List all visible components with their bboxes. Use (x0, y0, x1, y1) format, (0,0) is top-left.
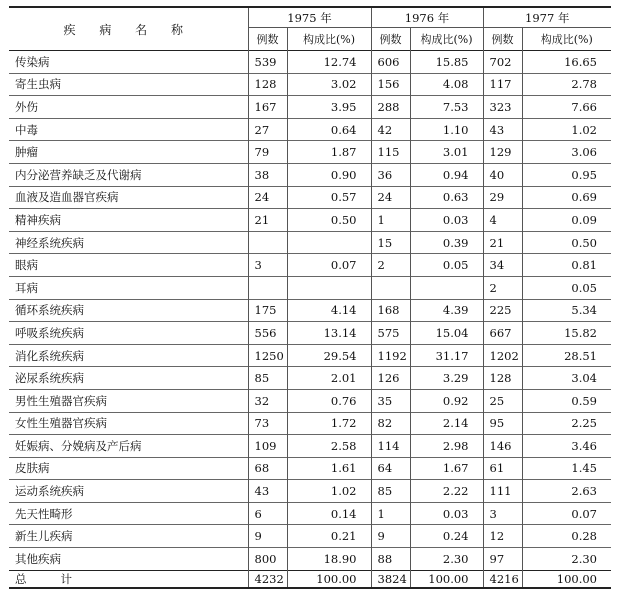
table-row (9, 457, 611, 480)
ratio-cell-1977: 0.59 (522, 389, 611, 412)
ratio-cell-1975: 0.90 (287, 163, 371, 186)
disease-statistics-table (9, 6, 611, 589)
ratio-cell-1975: 0.21 (287, 525, 371, 548)
count-cell-1976: 126 (371, 367, 410, 390)
ratio-cell-1977: 16.65 (522, 51, 611, 74)
ratio-cell-1977: 2.25 (522, 412, 611, 435)
ratio-cell-1976: 7.53 (410, 96, 483, 119)
ratio-cell-1975: 0.07 (287, 254, 371, 277)
disease-name-cell: 循环系统疾病 (9, 299, 248, 322)
table-header (9, 7, 611, 51)
count-cell-1975: 800 (248, 548, 287, 571)
count-cell-1976: 64 (371, 457, 410, 480)
disease-name-cell: 传染病 (9, 51, 248, 74)
ratio-cell-1976: 0.39 (410, 231, 483, 254)
count-header: 例数 (483, 28, 522, 51)
ratio-cell-1975: 29.54 (287, 344, 371, 367)
count-cell-1976: 42 (371, 118, 410, 141)
count-cell-1977: 43 (483, 118, 522, 141)
ratio-cell-1975: 0.50 (287, 209, 371, 232)
count-cell-1976: 2 (371, 254, 410, 277)
disease-name-cell: 外伤 (9, 96, 248, 119)
table-row (9, 118, 611, 141)
count-cell-1975: 109 (248, 435, 287, 458)
ratio-cell-1976: 3.01 (410, 141, 483, 164)
ratio-cell-1976: 0.94 (410, 163, 483, 186)
count-cell-1977: 323 (483, 96, 522, 119)
total-label: 总 计 (9, 570, 248, 588)
count-cell-1976: 1 (371, 502, 410, 525)
ratio-cell-1975: 0.14 (287, 502, 371, 525)
disease-name-cell: 男性生殖器官疾病 (9, 389, 248, 412)
ratio-cell-1975: 4.14 (287, 299, 371, 322)
count-cell-1977: 117 (483, 73, 522, 96)
ratio-cell-1977: 2.63 (522, 480, 611, 503)
ratio-cell-1975: 13.14 (287, 322, 371, 345)
table-row (9, 344, 611, 367)
ratio-cell-1976: 1.10 (410, 118, 483, 141)
disease-name-cell: 神经系统疾病 (9, 231, 248, 254)
count-cell-1977: 95 (483, 412, 522, 435)
table-row (9, 412, 611, 435)
count-cell-1975: 3 (248, 254, 287, 277)
ratio-cell-1977: 0.09 (522, 209, 611, 232)
ratio-cell-1976: 1.67 (410, 457, 483, 480)
count-cell-1977: 225 (483, 299, 522, 322)
total-count-1975: 4232 (248, 570, 287, 588)
total-row (9, 570, 611, 588)
year-1976-header: 1976 年 (371, 7, 483, 28)
disease-name-cell: 运动系统疾病 (9, 480, 248, 503)
table-row (9, 73, 611, 96)
disease-name-cell: 寄生虫病 (9, 73, 248, 96)
table-body (9, 51, 611, 588)
count-cell-1976: 114 (371, 435, 410, 458)
ratio-cell-1977: 15.82 (522, 322, 611, 345)
ratio-cell-1975: 3.02 (287, 73, 371, 96)
count-cell-1977: 146 (483, 435, 522, 458)
ratio-cell-1977: 0.95 (522, 163, 611, 186)
ratio-cell-1975: 1.61 (287, 457, 371, 480)
count-cell-1976: 156 (371, 73, 410, 96)
count-cell-1977: 4 (483, 209, 522, 232)
count-cell-1976: 606 (371, 51, 410, 74)
count-cell-1977: 111 (483, 480, 522, 503)
ratio-cell-1977: 2.30 (522, 548, 611, 571)
disease-name-cell: 精神疾病 (9, 209, 248, 232)
count-cell-1977: 2 (483, 276, 522, 299)
count-cell-1976: 575 (371, 322, 410, 345)
table-row (9, 480, 611, 503)
count-cell-1976: 85 (371, 480, 410, 503)
count-cell-1975: 79 (248, 141, 287, 164)
disease-name-cell: 妊娠病、分娩病及产后病 (9, 435, 248, 458)
table-row (9, 96, 611, 119)
disease-name-cell: 血液及造血器官疾病 (9, 186, 248, 209)
ratio-cell-1975: 3.95 (287, 96, 371, 119)
count-cell-1977: 129 (483, 141, 522, 164)
total-ratio-1977: 100.00 (522, 570, 611, 588)
disease-name-cell: 其他疾病 (9, 548, 248, 571)
table-row (9, 141, 611, 164)
count-cell-1977: 97 (483, 548, 522, 571)
count-cell-1975: 24 (248, 186, 287, 209)
ratio-header: 构成比(%) (410, 28, 483, 51)
ratio-cell-1977: 0.05 (522, 276, 611, 299)
ratio-cell-1977: 0.28 (522, 525, 611, 548)
ratio-cell-1977: 0.81 (522, 254, 611, 277)
count-cell-1977: 3 (483, 502, 522, 525)
disease-name-cell: 女性生殖器官疾病 (9, 412, 248, 435)
table-row (9, 322, 611, 345)
table-row (9, 51, 611, 74)
ratio-cell-1976: 2.14 (410, 412, 483, 435)
count-cell-1976: 82 (371, 412, 410, 435)
total-ratio-1976: 100.00 (410, 570, 483, 588)
count-cell-1975: 1250 (248, 344, 287, 367)
count-cell-1977: 702 (483, 51, 522, 74)
disease-name-cell: 消化系统疾病 (9, 344, 248, 367)
table-row (9, 502, 611, 525)
count-cell-1976: 88 (371, 548, 410, 571)
table-row (9, 525, 611, 548)
count-cell-1977: 40 (483, 163, 522, 186)
count-cell-1975: 38 (248, 163, 287, 186)
ratio-cell-1975: 1.87 (287, 141, 371, 164)
table-row (9, 231, 611, 254)
ratio-cell-1976: 0.03 (410, 209, 483, 232)
disease-name-header: 疾 病 名 称 (9, 7, 248, 51)
count-cell-1976: 115 (371, 141, 410, 164)
ratio-cell-1977: 0.50 (522, 231, 611, 254)
count-cell-1977: 667 (483, 322, 522, 345)
disease-name-cell: 新生儿疾病 (9, 525, 248, 548)
count-cell-1977: 25 (483, 389, 522, 412)
table-row (9, 186, 611, 209)
count-cell-1976: 15 (371, 231, 410, 254)
table-row (9, 254, 611, 277)
ratio-cell-1975: 0.76 (287, 389, 371, 412)
ratio-cell-1977: 3.06 (522, 141, 611, 164)
table-row (9, 299, 611, 322)
ratio-cell-1975: 1.72 (287, 412, 371, 435)
count-cell-1977: 21 (483, 231, 522, 254)
count-header: 例数 (248, 28, 287, 51)
disease-name-cell: 眼病 (9, 254, 248, 277)
count-cell-1977: 1202 (483, 344, 522, 367)
count-cell-1975: 27 (248, 118, 287, 141)
disease-name-cell: 中毒 (9, 118, 248, 141)
ratio-cell-1976: 15.04 (410, 322, 483, 345)
count-cell-1975: 128 (248, 73, 287, 96)
ratio-cell-1976 (410, 276, 483, 299)
ratio-cell-1976: 2.30 (410, 548, 483, 571)
table-row (9, 367, 611, 390)
count-cell-1975: 21 (248, 209, 287, 232)
ratio-cell-1976: 0.92 (410, 389, 483, 412)
ratio-cell-1976: 4.08 (410, 73, 483, 96)
table-row (9, 548, 611, 571)
count-cell-1975: 43 (248, 480, 287, 503)
count-cell-1975: 539 (248, 51, 287, 74)
year-1975-header: 1975 年 (248, 7, 371, 28)
table-row (9, 209, 611, 232)
ratio-cell-1977: 28.51 (522, 344, 611, 367)
ratio-cell-1977: 5.34 (522, 299, 611, 322)
ratio-cell-1976: 3.29 (410, 367, 483, 390)
ratio-cell-1975: 0.64 (287, 118, 371, 141)
ratio-cell-1977: 1.45 (522, 457, 611, 480)
total-count-1976: 3824 (371, 570, 410, 588)
ratio-cell-1976: 2.98 (410, 435, 483, 458)
ratio-cell-1977: 0.07 (522, 502, 611, 525)
count-cell-1976: 288 (371, 96, 410, 119)
count-cell-1976: 1192 (371, 344, 410, 367)
count-header: 例数 (371, 28, 410, 51)
count-cell-1975 (248, 231, 287, 254)
disease-name-cell: 泌尿系统疾病 (9, 367, 248, 390)
count-cell-1975: 556 (248, 322, 287, 345)
count-cell-1977: 34 (483, 254, 522, 277)
count-cell-1976: 36 (371, 163, 410, 186)
disease-name-cell: 先天性畸形 (9, 502, 248, 525)
table-row (9, 163, 611, 186)
count-cell-1975: 32 (248, 389, 287, 412)
disease-name-cell: 肿瘤 (9, 141, 248, 164)
ratio-cell-1976: 0.05 (410, 254, 483, 277)
count-cell-1976: 1 (371, 209, 410, 232)
ratio-cell-1977: 3.04 (522, 367, 611, 390)
count-cell-1975: 85 (248, 367, 287, 390)
table-row (9, 276, 611, 299)
ratio-cell-1977: 3.46 (522, 435, 611, 458)
ratio-header: 构成比(%) (287, 28, 371, 51)
count-cell-1975: 6 (248, 502, 287, 525)
ratio-cell-1975: 18.90 (287, 548, 371, 571)
count-cell-1977: 61 (483, 457, 522, 480)
count-cell-1977: 29 (483, 186, 522, 209)
ratio-cell-1976: 4.39 (410, 299, 483, 322)
count-cell-1976 (371, 276, 410, 299)
ratio-cell-1977: 0.69 (522, 186, 611, 209)
count-cell-1977: 12 (483, 525, 522, 548)
disease-name-cell: 呼吸系统疾病 (9, 322, 248, 345)
ratio-cell-1976: 31.17 (410, 344, 483, 367)
ratio-cell-1975 (287, 276, 371, 299)
count-cell-1975: 73 (248, 412, 287, 435)
ratio-cell-1977: 1.02 (522, 118, 611, 141)
ratio-cell-1975: 1.02 (287, 480, 371, 503)
count-cell-1975: 167 (248, 96, 287, 119)
count-cell-1977: 128 (483, 367, 522, 390)
count-cell-1976: 9 (371, 525, 410, 548)
table-row (9, 389, 611, 412)
count-cell-1975 (248, 276, 287, 299)
ratio-cell-1975: 0.57 (287, 186, 371, 209)
count-cell-1975: 175 (248, 299, 287, 322)
ratio-cell-1976: 0.63 (410, 186, 483, 209)
ratio-cell-1975 (287, 231, 371, 254)
table-row (9, 435, 611, 458)
count-cell-1976: 24 (371, 186, 410, 209)
ratio-cell-1976: 0.24 (410, 525, 483, 548)
ratio-cell-1975: 2.58 (287, 435, 371, 458)
total-count-1977: 4216 (483, 570, 522, 588)
year-1977-header: 1977 年 (483, 7, 611, 28)
ratio-cell-1975: 12.74 (287, 51, 371, 74)
disease-name-cell: 内分泌营养缺乏及代谢病 (9, 163, 248, 186)
ratio-cell-1976: 15.85 (410, 51, 483, 74)
ratio-cell-1977: 7.66 (522, 96, 611, 119)
disease-name-cell: 耳病 (9, 276, 248, 299)
ratio-cell-1977: 2.78 (522, 73, 611, 96)
count-cell-1975: 9 (248, 525, 287, 548)
count-cell-1976: 35 (371, 389, 410, 412)
total-ratio-1975: 100.00 (287, 570, 371, 588)
ratio-header: 构成比(%) (522, 28, 611, 51)
count-cell-1976: 168 (371, 299, 410, 322)
count-cell-1975: 68 (248, 457, 287, 480)
disease-name-cell: 皮肤病 (9, 457, 248, 480)
ratio-cell-1975: 2.01 (287, 367, 371, 390)
ratio-cell-1976: 0.03 (410, 502, 483, 525)
ratio-cell-1976: 2.22 (410, 480, 483, 503)
